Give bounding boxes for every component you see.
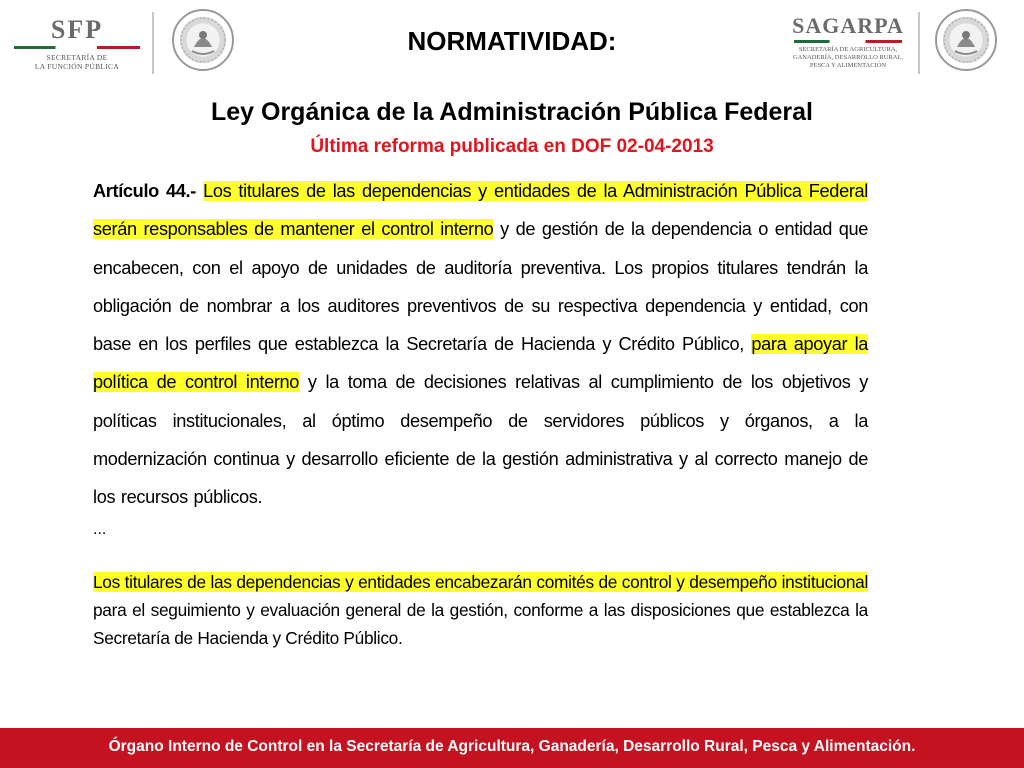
- article-text-1: y de gestión de la dependencia o entidad que encabecen, con el apoyo de unidades de auditoría preventiva. Los propios titulares tendrán la obligación de nombrar a los auditores preventivos de su respectiva dependencia y entidad, con base en los perfiles que establezca la Secretaría de Hacienda y Crédito Público,: [93, 219, 868, 355]
- sagarpa-logo-subtitle-1: SECRETARÍA DE AGRICULTURA,: [798, 46, 898, 53]
- page-title: NORMATIVIDAD:: [407, 26, 617, 56]
- coat-of-arms-seal-icon: [935, 9, 997, 71]
- sfp-logo-name: SFP: [50, 15, 104, 44]
- omission-ellipsis: ...: [93, 521, 107, 538]
- highlighted-text-2: para apoyar la política de control interno: [93, 334, 869, 393]
- sagarpa-logo: [788, 14, 908, 76]
- sfp-logo-subtitle-1: SECRETARÍA DE: [46, 53, 108, 62]
- article-text-2: y la toma de decisiones relativas al cumplimiento de los objetivos y políticas institucionales, al óptimo desempeño de servidores públicos y órganos, a la modernización continua y desarrollo eficiente de la gestión administrativa y al correcto manejo de los recursos públicos.: [93, 372, 869, 508]
- highlighted-text-1: Los titulares de las dependencias y entidades de la Administración Pública Federal serán responsables de mantener el control interno: [93, 181, 868, 240]
- sagarpa-logo-name: SAGARPA: [792, 13, 904, 38]
- reform-note: Última reforma publicada en DOF 02-04-2013: [310, 136, 714, 157]
- sagarpa-logo-subtitle-2: GANADERÍA, DESARROLLO RURAL,: [792, 54, 904, 61]
- sfp-logo-subtitle-2: LA FUNCIÓN PÚBLICA: [34, 62, 120, 71]
- article-label: Artículo 44.-: [93, 181, 196, 201]
- committee-paragraph: [93, 568, 868, 652]
- footer-banner: [0, 728, 1024, 768]
- committee-text: para el seguimiento y evaluación general de la gestión, conforme a las disposiciones que establezca la Secretaría de Hacienda y Crédito Público.: [93, 600, 868, 648]
- footer-text: Órgano Interno de Control en la Secretaría de Agricultura, Ganadería, Desarrollo Rural, Pesca y Alimentación.: [108, 738, 916, 755]
- article-44-paragraph: [93, 172, 868, 517]
- sagarpa-logo-subtitle-3: PESCA Y ALIMENTACIÓN: [809, 62, 887, 69]
- sagarpa-logo-stripe: [794, 40, 902, 43]
- logo-divider-right: [918, 12, 920, 74]
- law-title: Ley Orgánica de la Administración Pública Federal: [210, 98, 814, 126]
- slide-header: [0, 0, 1024, 90]
- highlighted-text-3: Los titulares de las dependencias y entidades encabezarán comités de control y desempeño institucional: [93, 572, 868, 592]
